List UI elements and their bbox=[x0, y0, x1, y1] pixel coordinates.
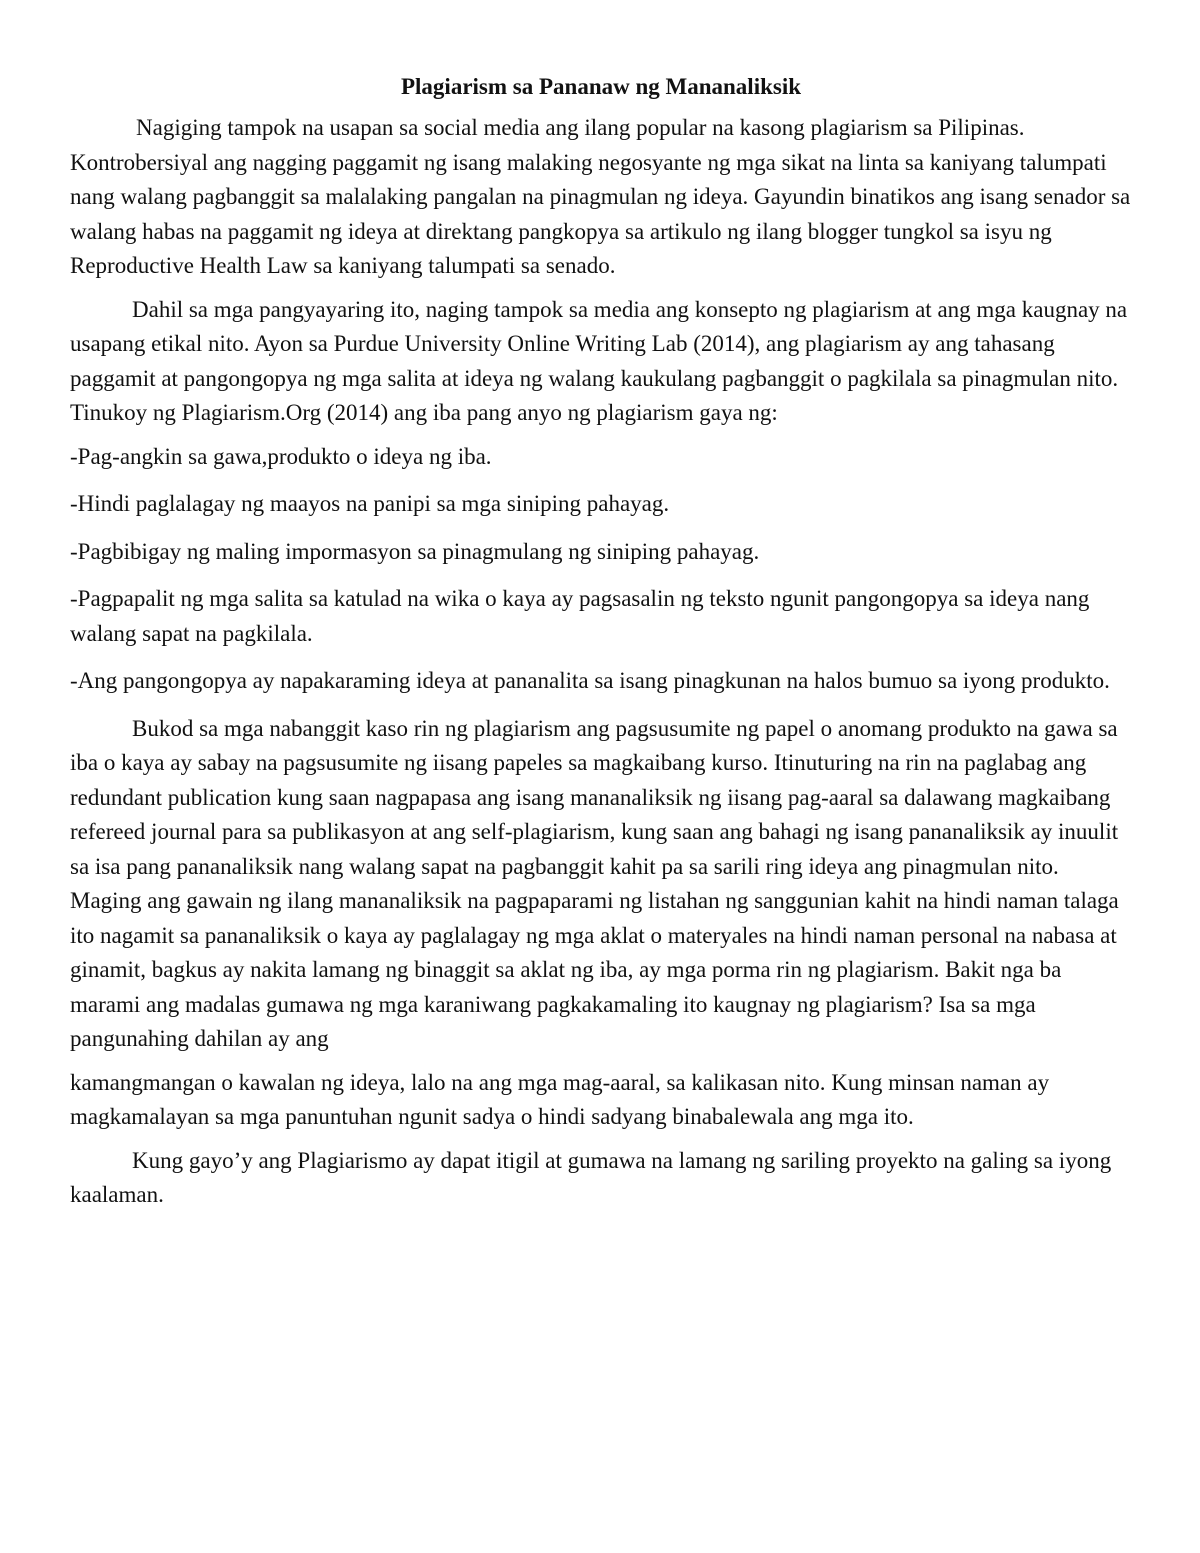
list-item: -Pagbibigay ng maling impormasyon sa pinagmulang ng siniping pahayag. bbox=[70, 538, 760, 564]
list-item: -Ang pangongopya ay napakaraming ideya at pananalita sa isang pinagkunan na halos bumuo sa iyong produkto. bbox=[70, 668, 1110, 693]
list-item: -Pagpapalit ng mga salita sa katulad na wika o kaya ay pagsasalin ng teksto ngunit pangongopya sa ideya nang walang sapat na pagkilala. bbox=[70, 586, 1090, 646]
paragraph-definition: Dahil sa mga pangyayaring ito, naging tampok sa media ang konsepto ng plagiarism at ang mga kaugnay na usapang etikal nito. Ayon sa Purdue University Online Writing Lab (2014), ang plagiarism ay ang tahasang paggamit at pangongopya ng mga salita at ideya ng walang kaukulang pagbanggit o pagkilala sa pinagmulan nito. Tinukoy ng Plagiarism.Org (2014) ang iba pang anyo ng plagiarism gaya ng: bbox=[70, 296, 1128, 425]
paragraph-intro: Nagiging tampok na usapan sa social media ang ilang popular na kasong plagiarism sa Pilipinas. Kontrobersiyal ang nagging paggamit ng isang malaking negosyante ng mga sikat na linta sa kaniyang talumpati nang walang pagbanggit sa malalaking pangalan na pinagmulan ng ideya. Gayundin binatikos ang isang senador sa walang habas na paggamit ng ideya at direktang pangkopya sa artikulo ng ilang blogger tungkol sa isyu ng Reproductive Health Law sa kaniyang talumpati sa senado. bbox=[70, 115, 1131, 278]
paragraph-other-forms-continued: kamangmangan o kawalan ng ideya, lalo na ang mga mag-aaral, sa kalikasan nito. Kung minsan naman ay magkamalayan sa mga panuntuhan ngunit sadya o hindi sadyang binabalewala ang mga ito. bbox=[70, 1069, 1050, 1129]
paragraph-conclusion: Kung gayo’y ang Plagiarismo ay dapat itigil at gumawa na lamang ng sariling proyekto na galing sa iyong kaalaman. bbox=[70, 1147, 1112, 1207]
document-body bbox=[70, 70, 1132, 1222]
document-title: Plagiarism sa Pananaw ng Mananaliksik bbox=[400, 74, 802, 99]
list-item: -Hindi paglalagay ng maayos na panipi sa mga siniping pahayag. bbox=[70, 491, 670, 516]
paragraph-other-forms: Bukod sa mga nabanggit kaso rin ng plagiarism ang pagsusumite ng papel o anomang produkto na gawa sa iba o kaya ay sabay na pagsusumite ng iisang papeles sa magkaibang kurso. Itinuturing na rin na paglabag ang redundant publication kung saan nagpapasa ang isang mananaliksik ng iisang pag-aaral sa dalawang magkaibang refereed journal para sa publikasyon at ang self-plagiarism, kung saan ang bahagi ng isang pananaliksik ay inuulit sa isa pang pananaliksik nang walang sapat na pagbanggit kahit pa sa sarili ring ideya ang pinagmulan nito. Maging ang gawain ng ilang mananaliksik na pagpaparami ng listahan ng sanggunian kahit na hindi naman talaga ito nagamit sa pananaliksik o kaya ay paglalagay ng mga aklat o materyales na hindi naman personal na nabasa at ginamit, bagkus ay nakita lamang ng binaggit sa aklat ng iba, ay mga porma rin ng plagiarism. Bakit nga ba marami ang madalas gumawa ng mga karaniwang pagkakamaling ito kaugnay ng plagiarism? Isa sa mga pangunahing dahilan ay ang bbox=[70, 715, 1119, 1051]
list-item: -Pag-angkin sa gawa,produkto o ideya ng iba. bbox=[70, 443, 492, 469]
